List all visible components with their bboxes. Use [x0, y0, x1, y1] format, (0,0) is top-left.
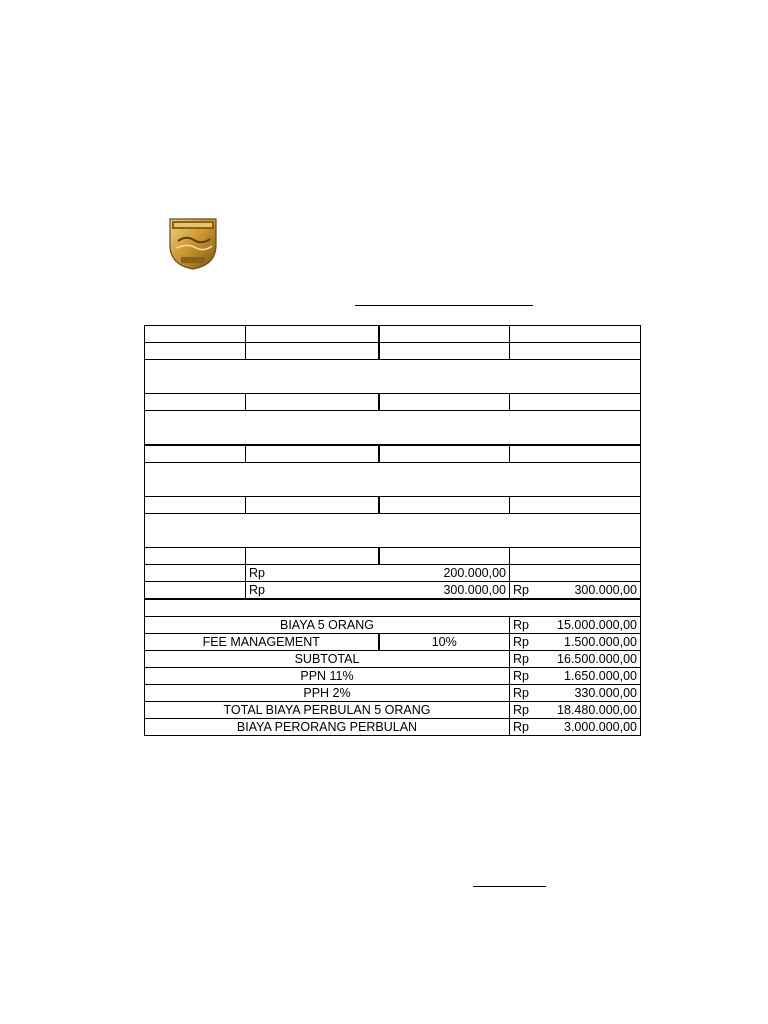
currency-label: Rp — [513, 686, 529, 700]
summary-row — [145, 668, 641, 685]
signature-line — [473, 886, 546, 887]
amount-value: 1.650.000,00 — [564, 669, 637, 683]
summary-row — [145, 685, 641, 702]
summary-label: FEE MANAGEMENT — [145, 634, 379, 651]
summary-row — [145, 634, 641, 651]
currency-label: Rp — [513, 652, 529, 666]
table-row — [145, 582, 641, 600]
summary-label: BIAYA PERORANG PERBULAN — [145, 719, 510, 736]
amount-value: 3.000.000,00 — [564, 720, 637, 734]
amount-value: 15.000.000,00 — [557, 618, 637, 632]
currency-label: Rp — [249, 566, 265, 580]
table-row — [145, 411, 641, 446]
amount-value: 300.000,00 — [443, 583, 506, 597]
amount-value: 200.000,00 — [443, 566, 506, 580]
table-row — [145, 497, 641, 514]
amount-value: 18.480.000,00 — [557, 703, 637, 717]
table-row — [145, 565, 641, 582]
currency-label: Rp — [513, 618, 529, 632]
currency-label: Rp — [513, 669, 529, 683]
summary-row — [145, 617, 641, 634]
table-row — [145, 463, 641, 497]
amount-value: 16.500.000,00 — [557, 652, 637, 666]
summary-label: PPN 11% — [145, 668, 510, 685]
table-row — [145, 548, 641, 565]
currency-label: Rp — [513, 703, 529, 717]
summary-label: SUBTOTAL — [145, 651, 510, 668]
amount-value: 300.000,00 — [574, 583, 637, 597]
amount-value: 1.500.000,00 — [564, 635, 637, 649]
summary-row — [145, 702, 641, 719]
summary-label: TOTAL BIAYA PERBULAN 5 ORANG — [145, 702, 510, 719]
fee-rate: 10% — [379, 634, 510, 651]
cost-table — [144, 325, 641, 736]
table-row — [145, 360, 641, 394]
table-row — [145, 445, 641, 463]
table-row — [145, 326, 641, 343]
summary-row — [145, 651, 641, 668]
currency-label: Rp — [513, 635, 529, 649]
title-underline — [355, 305, 533, 306]
table-row — [145, 599, 641, 617]
company-emblem-icon — [166, 215, 220, 271]
currency-label: Rp — [513, 583, 529, 597]
summary-label: PPH 2% — [145, 685, 510, 702]
currency-label: Rp — [513, 720, 529, 734]
table-row — [145, 343, 641, 360]
table-row — [145, 514, 641, 548]
summary-row — [145, 719, 641, 736]
currency-label: Rp — [249, 583, 265, 597]
table-row — [145, 394, 641, 411]
summary-label: BIAYA 5 ORANG — [145, 617, 510, 634]
amount-value: 330.000,00 — [574, 686, 637, 700]
